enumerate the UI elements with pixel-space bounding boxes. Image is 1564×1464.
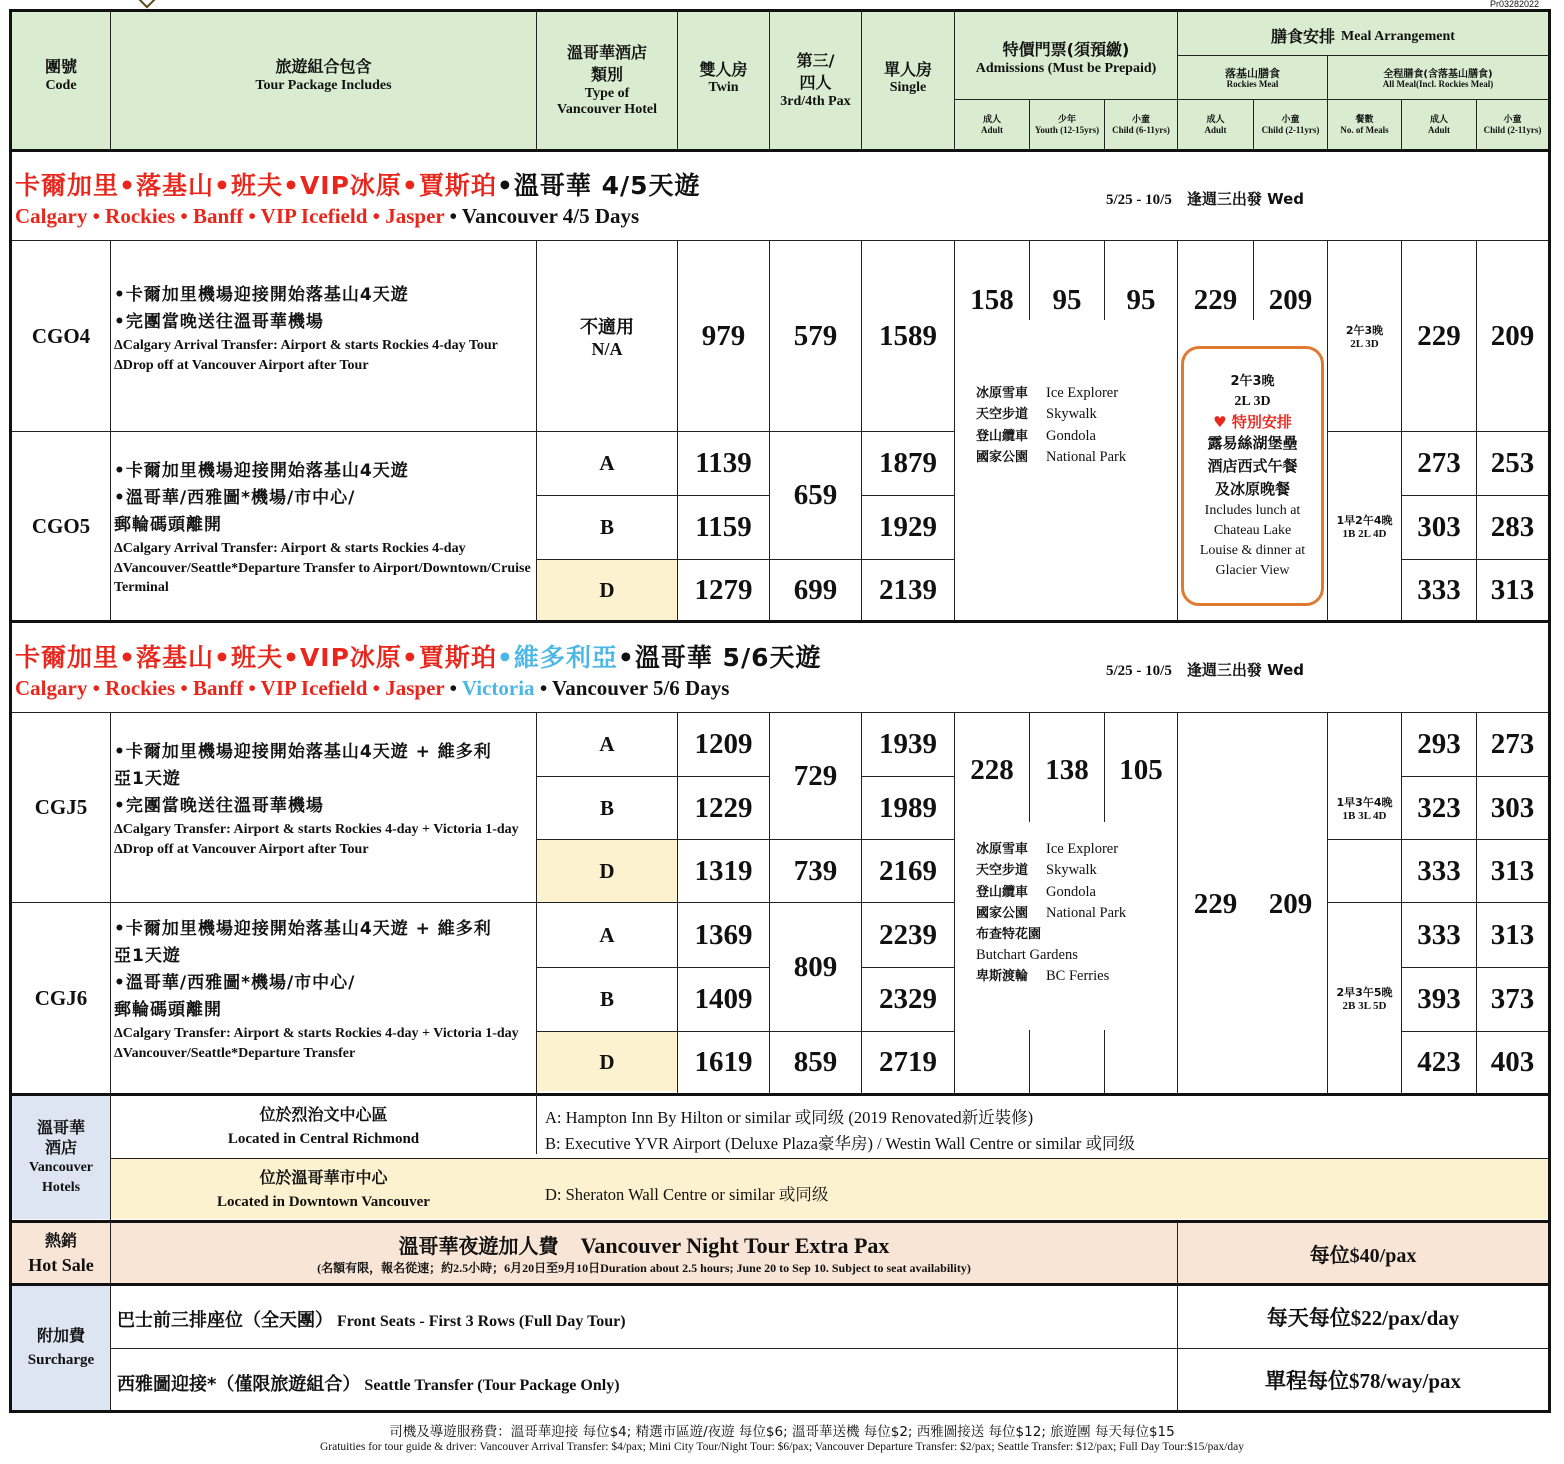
cgj5-third-ab: 729: [793, 759, 838, 792]
cgo5-all-child-b: 283: [1490, 511, 1535, 543]
header-all-meal: 全程膳食(含落基山膳食) All Meal(Incl. Rockies Meal): [1382, 68, 1494, 89]
cgj5-twin-a: 1209: [694, 728, 753, 760]
cgj5-includes: •卡爾加里機場迎接開始落基山4天遊 + 維多利 亞1天遊 •完團當晚送往溫哥華機場 ΔCalgary Transfer: Airport & starts Rockies 4-day + Victoria 1-day ΔDrop off at Vancouver Airport after Tour: [114, 742, 519, 857]
cgj6-single-a: 2239: [879, 918, 937, 951]
header-adm-adult: 成人 Adult: [980, 115, 1003, 135]
gratuities-note: 司機及導遊服務費：溫哥華迎接 每位$4; 精選市區遊/夜遊 每位$6; 溫哥華送機 每位$2; 西雅圖接送 每位$12; 旅遊團 每天每位$15 Gratuities for tour guide & driver: Vancouver Arrival Transfer: $4/pax; Mini City Tour/Night Tour: $6/pax; Vancouver Departure Transfer: $2/pax; Seattle Transfer: $12/pax; Full Day Tour:$15/pax/day: [319, 1424, 1245, 1453]
code-cgo5: CGO5: [31, 513, 91, 538]
header-meals-count: 餐數 No. of Meals: [1340, 115, 1389, 135]
cgo5-single-d: 2139: [879, 573, 937, 606]
rockies2-adult: 229: [1193, 887, 1238, 920]
cgj5-all-adult-b: 323: [1417, 791, 1461, 824]
hotel-b-desc: B: Executive YVR Airport (Deluxe Plaza豪华房) / Westin Wall Centre or similar 或同级: [545, 1134, 1136, 1153]
cgj6-twin-d: 1619: [694, 1046, 753, 1078]
cgj5-all-child-d: 313: [1490, 854, 1535, 887]
cgo5-all-child-a: 253: [1490, 447, 1535, 479]
cgj6-hotel-d: D: [599, 1050, 615, 1074]
adm2-child: 105: [1119, 753, 1163, 786]
cgj5-twin-d: 1319: [694, 854, 753, 887]
header-hotel-type: 溫哥華酒店 類別 Type of Vancouver Hotel: [557, 43, 657, 117]
cgj6-all-adult-d: 423: [1417, 1046, 1461, 1078]
cgj6-meals: 2早3午5晚 2B 3L 5D: [1336, 986, 1393, 1012]
cgj6-all-child-a: 313: [1490, 918, 1535, 951]
cgo4-all-child: 209: [1490, 319, 1535, 352]
cgj6-single-b: 2329: [879, 983, 937, 1015]
header-rm-adult: 成人 Adult: [1204, 115, 1227, 135]
rockies1-adult: 229: [1193, 283, 1238, 316]
cgj5-hotel-b: B: [599, 795, 614, 820]
cgj6-third-ab: 809: [793, 950, 838, 983]
adm1-adult: 158: [970, 283, 1014, 316]
surcharge-front-seats: 巴士前三排座位（全天團） Front Seats - First 3 Rows (Full Day Tour): [117, 1310, 626, 1331]
hotel-a-desc: A: Hampton Inn By Hilton or similar 或同级 (2019 Renovated新近裝修): [545, 1108, 1034, 1127]
header-twin: 雙人房 Twin: [699, 59, 748, 96]
special-meal-box: 2午3晚 2L 3D ♥ 特別安排 露易絲湖堡壘 酒店西式午餐 及冰原晚餐 Includes lunch at Chateau Lake Louise & dinner at Glacier View: [1181, 346, 1324, 606]
cgo5-all-adult-b: 303: [1417, 511, 1461, 543]
cgj5-hotel-a: A: [599, 732, 615, 756]
cgo5-third-ab: 659: [793, 479, 838, 511]
cgo4-meals: 2午3晚 2L 3D: [1345, 324, 1384, 350]
header-am-child: 小童 Child (2-11yrs): [1483, 115, 1542, 135]
cgj5-all-adult-a: 293: [1417, 728, 1461, 760]
cgj5-all-child-b: 303: [1490, 791, 1535, 824]
adm2-adult: 228: [970, 753, 1014, 786]
section2-dates: 5/25 - 10/5 逢週三出發 Wed: [1106, 661, 1304, 679]
cgo5-all-adult-d: 333: [1417, 573, 1461, 606]
cgo4-all-adult: 229: [1417, 319, 1461, 352]
cgj5-single-a: 1939: [879, 728, 937, 760]
hotsale-title: 溫哥華夜遊加人費 Vancouver Night Tour Extra Pax (名額有限，報名從速；約2.5小時；6月20日至9月10日Duration about 2.5 hours; June 20 to Sep 10. Subject to seat availability): [317, 1233, 971, 1275]
cgj5-twin-b: 1229: [694, 791, 753, 824]
adm2-youth: 138: [1045, 753, 1089, 786]
cgj5-hotel-d: D: [599, 858, 615, 883]
cgo5-includes: •卡爾加里機場迎接開始落基山4天遊 •溫哥華/西雅圖*機場/市中心/ 郵輪碼頭離開 ΔCalgary Arrival Transfer: Airport & starts Rockies 4-day ΔVancouver/Seattle*Departure Transfer to Airport/Downtown/Cruise Terminal: [114, 461, 531, 595]
cgo5-hotel-b: B: [599, 515, 614, 539]
section2-title: 卡爾加里•落基山•班夫•VIP冰原•賈斯珀•維多利亞•溫哥華 5/6天遊 Calgary • Rockies • Banff • VIP Icefield • Jasper • Victoria • Vancouver 5/6 Days: [15, 643, 822, 700]
cgo5-meals: 1早2午4晚 1B 2L 4D: [1336, 514, 1393, 540]
hotsale-label: 熱銷 Hot Sale: [28, 1231, 94, 1275]
header-code: 團號 Code: [44, 57, 77, 93]
cgo5-twin-b: 1159: [695, 511, 752, 543]
cgo5-twin-a: 1139: [695, 447, 752, 479]
header-package: 旅遊組合包含 Tour Package Includes: [255, 57, 392, 93]
cgj5-meals: 1早3午4晚 1B 3L 4D: [1336, 795, 1393, 822]
header-single: 單人房 Single: [883, 59, 932, 96]
cgo5-single-b: 1929: [879, 511, 937, 543]
adm1-child: 95: [1126, 283, 1156, 316]
adm1-list: 冰原雪車 Ice Explorer 天空步道 Skywalk 登山纜車 Gondola 國家公園 National Park: [976, 385, 1127, 465]
cgo4-third: 579: [793, 319, 838, 352]
cgo5-all-adult-a: 273: [1417, 447, 1461, 479]
surcharge-seattle: 西雅圖迎接*（僅限旅遊組合） Seattle Transfer (Tour Package Only): [117, 1374, 620, 1395]
hotsale-price: 每位$40/pax: [1309, 1244, 1417, 1267]
cgo5-all-child-d: 313: [1490, 573, 1535, 606]
cgo4-twin: 979: [701, 319, 746, 352]
cgo5-hotel-a: A: [599, 451, 615, 475]
header-adm-child: 小童 Child (6-11yrs): [1112, 115, 1170, 135]
cgj5-single-d: 2169: [879, 854, 937, 887]
cgj5-all-adult-d: 333: [1417, 854, 1461, 887]
section1-dates: 5/25 - 10/5 逢週三出發 Wed: [1106, 190, 1304, 208]
hotels-label: 溫哥華 酒店 Vancouver Hotels: [28, 1117, 94, 1195]
cgj6-twin-a: 1369: [694, 918, 753, 951]
hotels-richmond: 位於烈治文中心區 Located in Central Richmond: [227, 1105, 420, 1147]
cgj5-third-d: 739: [793, 854, 838, 887]
header-rockies-meal: 落基山膳食 Rockies Meal: [1225, 67, 1280, 90]
header-meal: 膳食安排 Meal Arrangement: [1271, 27, 1455, 47]
code-cgj6: CGJ6: [34, 985, 88, 1010]
logo-mark: [139, 0, 156, 8]
cgj6-includes: •卡爾加里機場迎接開始落基山4天遊 + 維多利 亞1天遊 •溫哥華/西雅圖*機場/市中心/ 郵輪碼頭離開 ΔCalgary Transfer: Airport & starts Rockies 4-day + Victoria 1-day ΔVancouver/Seattle*Departure Transfer: [114, 919, 519, 1061]
hotels-downtown: 位於溫哥華市中心 Located in Downtown Vancouver: [217, 1167, 430, 1210]
rockies1-child: 209: [1268, 283, 1313, 316]
cgj6-hotel-a: A: [599, 922, 615, 947]
cgo4-hotel: 不適用 N/A: [580, 316, 634, 359]
cgj6-third-d: 859: [793, 1046, 838, 1078]
cgj6-all-adult-b: 393: [1417, 983, 1461, 1015]
header-third: 第三/ 四人 3rd/4th Pax: [780, 51, 851, 109]
header-rm-child: 小童 Child (2-11yrs): [1261, 115, 1320, 135]
cgj6-hotel-b: B: [599, 987, 614, 1011]
cgo5-single-a: 1879: [879, 447, 937, 479]
surcharge-front-seats-price: 每天每位$22/pax/day: [1266, 1306, 1460, 1330]
code-cgj5: CGJ5: [34, 795, 88, 819]
header-admissions: 特價門票(須預繳) Admissions (Must be Prepaid): [975, 40, 1157, 76]
cgo5-twin-d: 1279: [694, 573, 753, 606]
rockies2-child: 209: [1268, 887, 1313, 920]
surcharge-seattle-price: 單程每位$78/way/pax: [1264, 1368, 1461, 1393]
surcharge-label: 附加費 Surcharge: [27, 1326, 95, 1368]
cgj6-all-child-b: 373: [1490, 983, 1535, 1015]
cgj6-all-adult-a: 333: [1417, 918, 1461, 951]
hotel-d-desc: D: Sheraton Wall Centre or similar 或同级: [545, 1185, 829, 1204]
cgo5-third-d: 699: [793, 573, 838, 606]
cgj6-single-d: 2719: [879, 1046, 937, 1078]
cgo4-includes: •卡爾加里機場迎接開始落基山4天遊 •完團當晚送往溫哥華機場 ΔCalgary Arrival Transfer: Airport & starts Rockies 4-day Tour ΔDrop off at Vancouver Airport after Tour: [114, 285, 498, 373]
cgo5-hotel-d: D: [599, 577, 615, 602]
cgj6-twin-b: 1409: [694, 983, 753, 1015]
header-adm-youth: 少年 Youth (12-15yrs): [1034, 115, 1100, 135]
header-am-adult: 成人 Adult: [1427, 115, 1450, 135]
adm2-list: 冰原雪車 Ice Explorer 天空步道 Skywalk 登山纜車 Gondola 國家公園 National Park 布查特花園 Butchart Gardens 卑斯渡輪 BC Ferries: [976, 841, 1127, 984]
adm1-youth: 95: [1052, 283, 1082, 316]
cgj6-all-child-d: 403: [1490, 1046, 1535, 1078]
cgo4-single: 1589: [879, 319, 937, 352]
cgj5-all-child-a: 273: [1490, 728, 1535, 760]
doc-id: Pr03282022: [1490, 0, 1540, 9]
code-cgo4: CGO4: [31, 323, 91, 348]
cgj5-single-b: 1989: [879, 791, 937, 824]
section1-title: 卡爾加里•落基山•班夫•VIP冰原•賈斯珀•溫哥華 4/5天遊 Calgary • Rockies • Banff • VIP Icefield • Jasper • Vancouver 4/5 Days: [15, 171, 701, 228]
